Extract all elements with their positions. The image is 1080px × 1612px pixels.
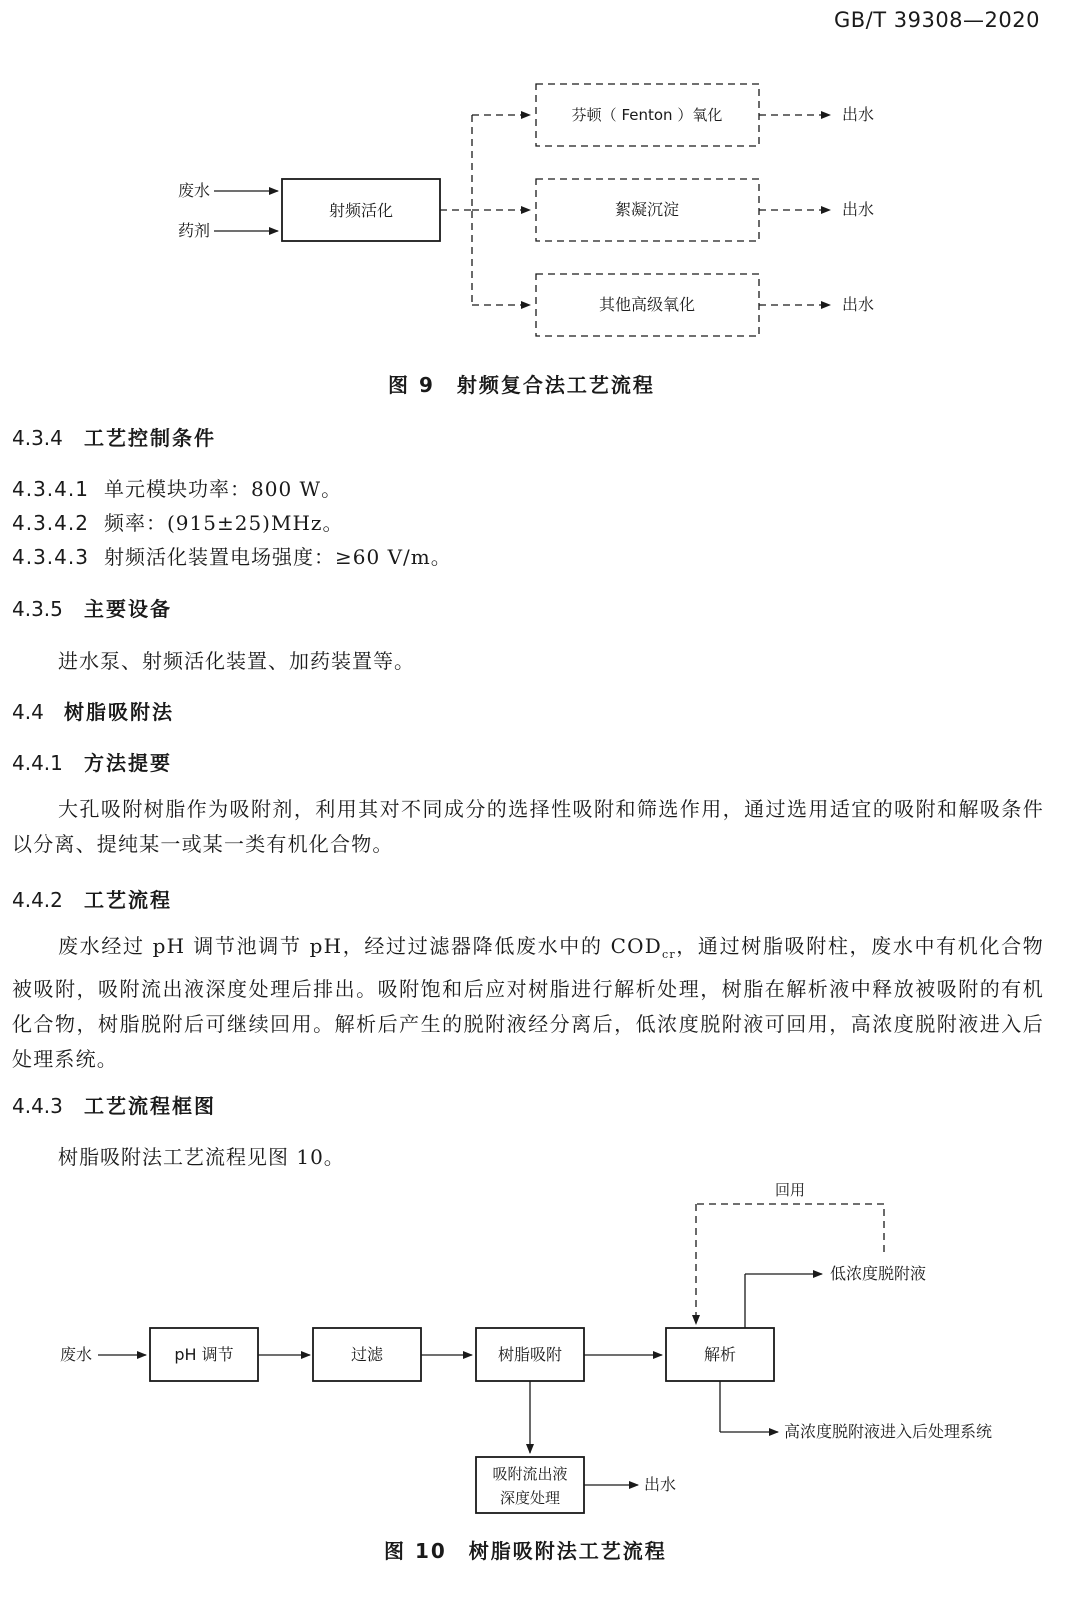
fig10-ph-adjust-label: pH 调节 (174, 1345, 234, 1364)
fig10-low-conc-label: 低浓度脱附液 (830, 1264, 927, 1283)
section-4-4-heading (12, 696, 174, 725)
fig9-branch-flocculation-label: 絮凝沉淀 (614, 200, 680, 219)
section-title: 树脂吸附法 (64, 700, 174, 724)
fig9-output-2: 出水 (842, 200, 875, 219)
clause-text: 频率：(915±25)MHz。 (104, 511, 344, 535)
cod-subscript: cr (661, 948, 676, 961)
clause-number: 4.3.4.1 (12, 477, 89, 501)
fig10-reuse-label: 回用 (774, 1181, 806, 1199)
fig9-rf-activation-label: 射频活化 (328, 201, 394, 220)
section-4-4-3-text: 树脂吸附法工艺流程见图 10。 (58, 1145, 345, 1169)
fig9-branch-fenton-label: 芬顿（ Fenton ）氧化 (571, 106, 723, 124)
fig10-deep-treatment-line2: 深度处理 (499, 1489, 561, 1507)
fig10-input-wastewater: 废水 (60, 1345, 93, 1364)
fig9-input-wastewater: 废水 (178, 181, 211, 200)
section-title: 工艺控制条件 (84, 426, 216, 450)
section-number: 4.4 (12, 700, 44, 724)
fig9-output-1: 出水 (842, 105, 875, 124)
clause-number: 4.3.4.3 (12, 545, 89, 569)
fig10-resin-adsorption-label: 树脂吸附 (497, 1345, 563, 1364)
section-number: 4.4.3 (12, 1094, 63, 1118)
fig10-filter-label: 过滤 (350, 1345, 384, 1364)
section-number: 4.4.2 (12, 888, 63, 912)
section-4-3-5-text: 进水泵、射频活化装置、加药装置等。 (58, 649, 415, 673)
section-4-3-4-2 (12, 507, 343, 536)
process-text-part2: ，通过树脂吸附柱，废水中有机化合物被吸附，吸附流出液深度处理后排出。吸附饱和后应对树脂进行解析处理，树脂在解析液中释放被吸附的有机化合物，树脂脱附后可继续回用。解析后产生的脱附液经分离后，低浓度脱附液可回用，高浓度脱附液进入后处理系统。 (12, 934, 1044, 1071)
section-number: 4.4.1 (12, 751, 63, 775)
section-title: 方法提要 (84, 751, 172, 775)
process-text-part1: 废水经过 pH 调节池调节 pH，经过过滤器降低废水中的 COD (58, 934, 662, 958)
fig9-branch-other-aop-label: 其他高级氧化 (598, 295, 696, 314)
figure-10-flowchart (0, 1170, 1080, 1550)
section-title: 工艺流程 (84, 888, 172, 912)
fig10-output-label: 出水 (644, 1475, 677, 1494)
section-4-3-5-heading (12, 593, 172, 622)
section-title: 主要设备 (84, 597, 172, 621)
fig10-desorption-label: 解析 (703, 1345, 737, 1364)
section-4-4-1-heading (12, 747, 172, 776)
section-4-4-2-text (12, 929, 1044, 1077)
fig9-input-reagent: 药剂 (178, 221, 211, 240)
section-4-4-2-heading (12, 884, 172, 913)
section-4-4-1-text: 大孔吸附树脂作为吸附剂，利用其对不同成分的选择性吸附和筛选作用，通过选用适宜的吸附和解吸条件以分离、提纯某一或某一类有机化合物。 (12, 797, 1044, 856)
section-number: 4.3.5 (12, 597, 63, 621)
clause-text: 射频活化装置电场强度：≥60 V/m。 (104, 545, 452, 569)
clause-text: 单元模块功率：800 W。 (104, 477, 343, 501)
section-4-3-4-heading (12, 422, 216, 451)
standard-code: GB/T 39308—2020 (833, 8, 1040, 32)
figure-9-caption: 图 9 射频复合法工艺流程 (388, 373, 655, 397)
fig10-high-conc-label: 高浓度脱附液进入后处理系统 (784, 1422, 993, 1441)
section-4-4-3-heading (12, 1090, 216, 1119)
figure-10-caption: 图 10 树脂吸附法工艺流程 (384, 1539, 667, 1563)
fig9-output-3: 出水 (842, 295, 875, 314)
section-4-3-4-1 (12, 473, 342, 502)
section-title: 工艺流程框图 (84, 1094, 216, 1118)
section-number: 4.3.4 (12, 426, 63, 450)
section-4-3-4-3 (12, 541, 452, 570)
figure-9-flowchart (0, 60, 1080, 360)
fig10-deep-treatment-line1: 吸附流出液 (492, 1465, 568, 1483)
clause-number: 4.3.4.2 (12, 511, 89, 535)
